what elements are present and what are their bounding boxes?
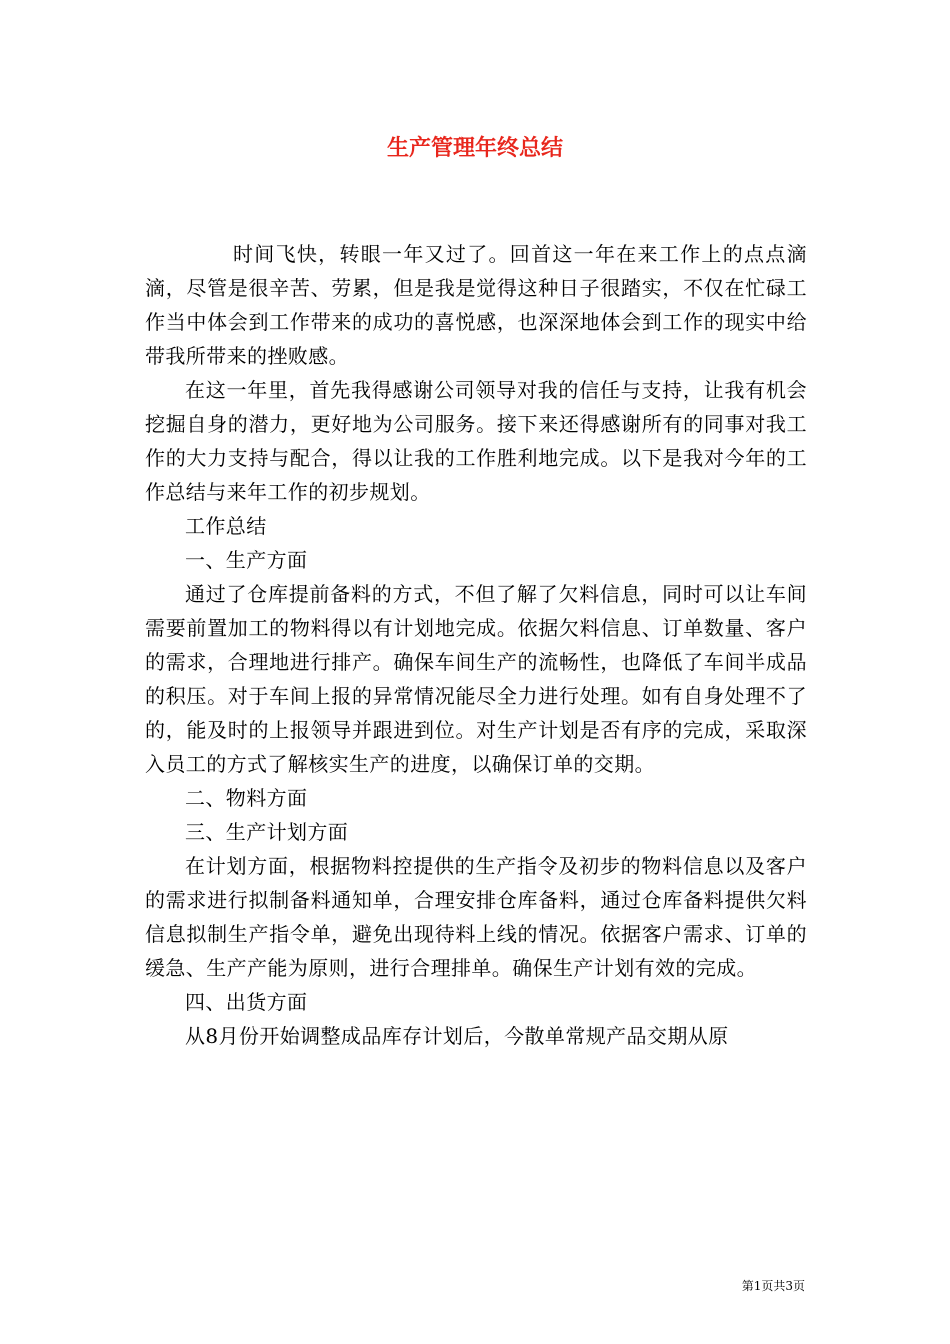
- heading-work-summary: 工作总结: [185, 514, 267, 538]
- paragraph-production-plan: 在计划方面，根据物料控提供的生产指令及初步的物料信息以及客户的需求进行拟制备料通知单，合理安排仓库备料，通过仓库备料提供欠料信息拟制生产指令单，避免出现待料上线的情况。依据客户需求、订单的缓急、生产产能为原则，进行合理排单。确保生产计划有效的完成。: [145, 854, 807, 980]
- heading-production-plan: 三、生产计划方面: [185, 820, 349, 844]
- paragraph-thanks: 在这一年里，首先我得感谢公司领导对我的信任与支持，让我有机会挖掘自身的潜力，更好地为公司服务。接下来还得感谢所有的同事对我工作的大力支持与配合，得以让我的工作胜利地完成。以下是我对今年的工作总结与来年工作的初步规划。: [145, 378, 807, 504]
- page-number: 第1页共3页: [741, 1279, 805, 1293]
- paragraph-shipping: 从8月份开始调整成品库存计划后，今散单常规产品交期从原: [185, 1024, 729, 1048]
- paragraph-intro: 时间飞快，转眼一年又过了。回首这一年在来工作上的点点滴滴，尽管是很辛苦、劳累，但是我是觉得这种日子很踏实，不仅在忙碌工作当中体会到工作带来的成功的喜悦感，也深深地体会到工作的现实中给带我所带来的挫败感。: [145, 242, 807, 368]
- document-title: 生产管理年终总结: [386, 135, 563, 161]
- heading-shipping: 四、出货方面: [185, 990, 308, 1014]
- document-body: [145, 237, 807, 1053]
- heading-production: 一、生产方面: [185, 548, 308, 572]
- heading-materials: 二、物料方面: [185, 786, 308, 810]
- paragraph-production: 通过了仓库提前备料的方式，不但了解了欠料信息，同时可以让车间需要前置加工的物料得以有计划地完成。依据欠料信息、订单数量、客户的需求，合理地进行排产。确保车间生产的流畅性，也降低了车间半成品的积压。对于车间上报的异常情况能尽全力进行处理。如有自身处理不了的，能及时的上报领导并跟进到位。对生产计划是否有序的完成，采取深入员工的方式了解核实生产的进度，以确保订单的交期。: [145, 582, 807, 776]
